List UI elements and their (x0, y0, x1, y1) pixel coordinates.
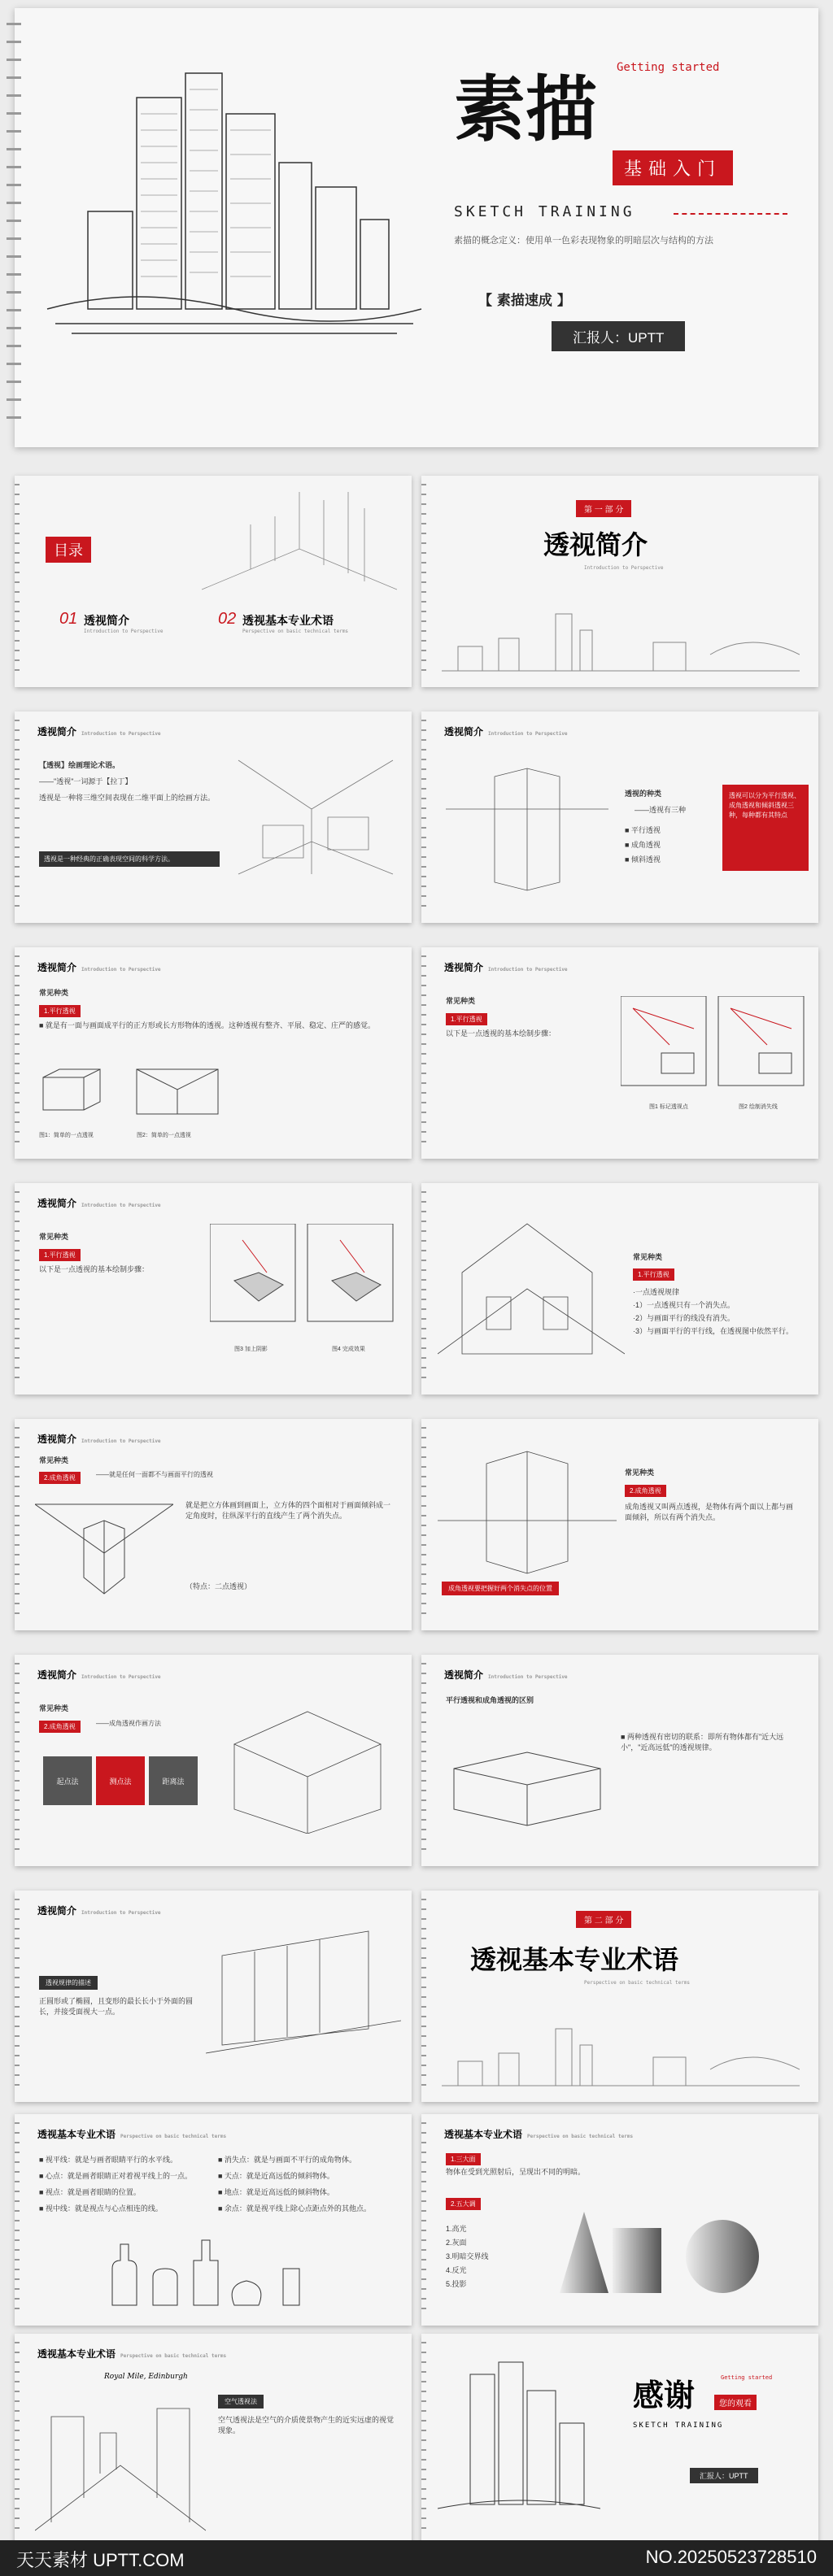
air-tag: 空气透视法 (218, 2395, 264, 2408)
definition-line1: ——"透视"一词源于【拉丁】 (39, 777, 133, 785)
part2-label: 第 二 部 分 (576, 1911, 631, 1928)
footer-right: NO.20250523728510 (645, 2547, 817, 2567)
fig1-caption: 图1 标记透视点 (649, 1104, 688, 1110)
skyline-line-art (442, 2021, 800, 2094)
slide-header: 透视简介 Introduction to Perspective (444, 1669, 568, 1681)
part1-label: 第 一 部 分 (576, 500, 631, 517)
rule-line-4: ·3）与画面平行的平行线，在透视图中依然平行。 (633, 1327, 794, 1335)
angular2-body: 成角透视又叫两点透视，是物体有两个面以上都与画面倾斜，所以有两个消失点。 (625, 1503, 794, 1521)
parallel-tag: 1.平行透视 (39, 1003, 81, 1017)
tone-5: 5.投影 (446, 2280, 467, 2288)
tone-3: 3.明暗交界线 (446, 2252, 489, 2261)
term-1: ■ 视平线：就是与画者眼睛平行的水平线。 (39, 2156, 177, 2164)
slide-header: 透视简介 Introduction to Perspective (37, 1905, 161, 1917)
angular-tag: 2.成角透视 (39, 1469, 81, 1484)
tone-2: 2.灰面 (446, 2239, 467, 2247)
slide-header: 透视简介 Introduction to Perspective (37, 1198, 161, 1209)
angular-slide-3 (15, 1655, 412, 1866)
getting-started-label: Getting started (617, 61, 720, 74)
definition-line2: 透视是一种将三维空间表现在二维平面上的绘画方法。 (39, 794, 216, 802)
compare-tag: 平行透视和成角透视的区别 (446, 1696, 534, 1704)
sketch-training-label: SKETCH TRAINING (454, 203, 635, 220)
compare-slide (421, 1655, 818, 1866)
rule-line-2: ·1）一点透视只有一个消失点。 (633, 1301, 735, 1309)
common-types: 常见种类 (39, 989, 69, 997)
dashed-rule (674, 213, 787, 215)
term-2: ■ 心点：就是画者眼睛正对着视平线上的一点。 (39, 2172, 192, 2180)
thanks-title: 感谢 (633, 2377, 696, 2413)
definition-banner: 透视是一种经典的正确表现空间的科学方法。 (39, 851, 220, 867)
slide-header: 透视简介 Introduction to Perspective (37, 1669, 161, 1681)
angular-red-note: 成角透视要把握好两个消失点的位置 (442, 1582, 559, 1595)
angular-tag: 2.成角透视 (625, 1482, 666, 1497)
edinburgh-street-sketch (35, 2384, 206, 2539)
method-hex-2: 测点法 (96, 1756, 145, 1805)
parallel-steps: 以下是一点透视的基本绘制步骤： (39, 1265, 150, 1273)
type-item-3: ■ 倾斜透视 (625, 855, 661, 864)
term-8: ■ 余点：就是视平线上除心点距点外的其他点。 (218, 2204, 371, 2213)
parallel-tag: 1.平行透视 (633, 1266, 674, 1281)
definition-tag: 【透视】绘画理论术语。 (39, 761, 120, 769)
term-6: ■ 天点：就是近高远低的倾斜物体。 (218, 2172, 334, 2180)
part1-slide (421, 476, 818, 687)
term-3: ■ 视点：就是画者眼睛的位置。 (39, 2188, 141, 2196)
part2-en: Perspective on basic technical terms (584, 1980, 691, 1986)
terms-slide (15, 2114, 412, 2326)
still-life-drawing (535, 2195, 779, 2301)
toc-item1-en: Introduction to Perspective (84, 629, 164, 634)
common-types: 常见种类 (633, 1253, 663, 1261)
term-4: ■ 视中线：就是视点与心点相连的线。 (39, 2204, 163, 2213)
parallel-tag: 1.平行透视 (39, 1247, 81, 1261)
part2-title: 透视基本专业术语 (470, 1944, 679, 1975)
term-5: ■ 消失点：就是与画面不平行的成角物体。 (218, 2156, 356, 2164)
toc-slide (15, 476, 412, 687)
cover-subtitle: 基础入门 (613, 150, 733, 185)
part1-en: Introduction to Perspective (584, 565, 664, 571)
common-types: 常见种类 (39, 1456, 69, 1464)
angular-slide-2 (421, 1419, 818, 1630)
thanks-slide (421, 2334, 818, 2545)
common-types: 常见种类 (39, 1233, 69, 1241)
fig3-caption: 图3 加上阴影 (234, 1347, 268, 1352)
type-item-2: ■ 成角透视 (625, 841, 661, 849)
fig1-caption: 图1：简单的一点透视 (39, 1133, 94, 1138)
types-title: 透视的种类 (625, 790, 662, 798)
slide-header: 透视简介 Introduction to Perspective (37, 726, 161, 738)
slide-header: 透视简介 Introduction to Perspective (444, 726, 568, 738)
angular-body: 就是把立方体画到画面上，立方体的四个面相对于画面倾斜成一定角度时，往纵深平行的直线产生了两个消失点。 (185, 1501, 391, 1520)
thanks-subtitle: 您的观看 (714, 2395, 757, 2410)
angular-tag: 2.成角透视 (39, 1718, 81, 1733)
shaded-figures (210, 1224, 397, 1329)
method-hex-1: 起点法 (43, 1756, 92, 1805)
toc-item1-number: 01 (59, 610, 78, 628)
angular-note: （特点：二点透视） (185, 1582, 252, 1590)
tone-1: 1.高光 (446, 2225, 467, 2233)
footer-left: 天天素材 UPTT.COM (16, 2550, 185, 2570)
room-perspective-sketch (230, 752, 401, 882)
angular-sub: ——就是任何一面都不与画面平行的透视 (96, 1471, 213, 1478)
roof-building-sketch (218, 1695, 397, 1834)
angular-slide-1 (15, 1419, 412, 1630)
toc-item2[interactable]: 透视基本专业术语 (242, 615, 334, 628)
curve-body: 正圆形或了椭圆，且变形的最长长小于外面的圆长，并接受面视大一点。 (39, 1997, 194, 2016)
angular-building-sketch (438, 1439, 617, 1577)
term-7: ■ 地点：就是近高远低的倾斜物体。 (218, 2188, 334, 2196)
parallel-slide-2 (421, 947, 818, 1159)
air-body: 空气透视法是空气的介质使景物产生的近实远虚的视觉现象。 (218, 2416, 395, 2435)
slide-header: 透视简介 Introduction to Perspective (444, 962, 568, 973)
toc-item2-en: Perspective on basic technical terms (242, 629, 349, 634)
common-types: 常见种类 (446, 997, 476, 1005)
thanks-reporter: 汇报人：UPTT (690, 2468, 758, 2483)
curve-slide (15, 1891, 412, 2102)
fig4-caption: 图4 完成效果 (332, 1347, 365, 1352)
compare-body: ■ 两种透视有密切的联系：即所有物体都有"近大远小"，"近高远低"的透视规律。 (621, 1733, 784, 1751)
values-slide (421, 2114, 818, 2326)
part2-slide (421, 1891, 818, 2102)
city-skyline-illustration (438, 2358, 600, 2521)
quick-sketch-label: 【 素描速成 】 (478, 293, 571, 309)
slide-header: 透视基本专业术语 Perspective on basic technical terms (37, 2129, 227, 2140)
building-perspective-sketch (446, 760, 608, 899)
slide-header: 透视基本专业术语 Perspective on basic technical terms (444, 2129, 634, 2140)
fig2-caption: 图2 绘制消失线 (739, 1104, 778, 1110)
angular3-sub: ——成角透视作画方法 (96, 1720, 161, 1727)
parallel-slide-3 (15, 1183, 412, 1395)
binder-rings (7, 23, 21, 429)
cover-title: 素描 (454, 67, 598, 151)
reporter-badge: 汇报人：UPTT (552, 321, 685, 351)
two-point-cube-figure (35, 1488, 173, 1602)
thanks-getting-started: Getting started (721, 2374, 773, 2381)
slide-header: 透视简介 Introduction to Perspective (37, 962, 161, 973)
parallel-tag: 1.平行透视 (446, 1011, 487, 1025)
toc-label: 目录 (46, 537, 91, 563)
part1-title: 透视简介 (543, 529, 648, 560)
script-caption: Royal Mile, Edinburgh (104, 2373, 188, 2381)
perspective-street-sketch (202, 492, 397, 598)
types-box: 透视可以分为平行透视、成角透视和倾斜透视三种，每种都有其特点 (722, 785, 809, 871)
tone-4: 4.反光 (446, 2266, 467, 2274)
curve-tag: 透视规律的描述 (39, 1976, 98, 1990)
toc-item1[interactable]: 透视简介 (84, 615, 129, 628)
city-skyline-illustration (39, 65, 430, 358)
one-point-figure (39, 1061, 226, 1126)
three-planes-body: 物体在受到光照射后，呈现出不同的明暗。 (446, 2168, 586, 2176)
definition-slide (15, 711, 412, 923)
bottles-sketch (104, 2236, 316, 2309)
type-item-1: ■ 平行透视 (625, 826, 661, 834)
cover-slide (15, 8, 818, 447)
common-types: 常见种类 (39, 1704, 69, 1712)
common-types: 常见种类 (625, 1469, 655, 1477)
thanks-sketch: SKETCH TRAINING (633, 2422, 724, 2430)
fig2-caption: 图2：简单的一点透视 (137, 1133, 191, 1138)
house-slide (421, 1183, 818, 1395)
slide-header: 透视简介 Introduction to Perspective (37, 1434, 161, 1445)
parallel-body: ■ 就是有一面与画面成平行的正方形或长方形物体的透视。这种透视有整齐、平展、稳定、庄严的感觉。 (39, 1021, 375, 1029)
street-building-sketch (206, 1923, 401, 2069)
parallel-steps: 以下是一点透视的基本绘制步骤： (446, 1029, 556, 1038)
house-sketch (438, 1208, 625, 1370)
sofa-sketch (446, 1720, 608, 1834)
watermark-footer (0, 2540, 833, 2576)
slide-header: 透视基本专业术语 Perspective on basic technical terms (37, 2348, 227, 2360)
vanishing-point-figures (621, 996, 808, 1094)
method-hex-3: 距离法 (149, 1756, 198, 1805)
air-perspective-slide (15, 2334, 412, 2545)
five-tones-tag: 2.五大调 (446, 2195, 481, 2210)
toc-item2-number: 02 (218, 610, 237, 628)
types-has: ——透视有三种 (635, 806, 687, 814)
cover-description: 素描的概念定义：使用单一色彩表现物象的明暗层次与结构的方法 (454, 236, 713, 246)
types-slide (421, 711, 818, 923)
skyline-line-art (442, 606, 800, 679)
rule-line-1: ·一点透视规律 (633, 1288, 679, 1296)
rule-line-3: ·2）与画面平行的线没有消失。 (633, 1314, 735, 1322)
parallel-slide-1 (15, 947, 412, 1159)
three-planes-tag: 1.三大面 (446, 2151, 481, 2165)
